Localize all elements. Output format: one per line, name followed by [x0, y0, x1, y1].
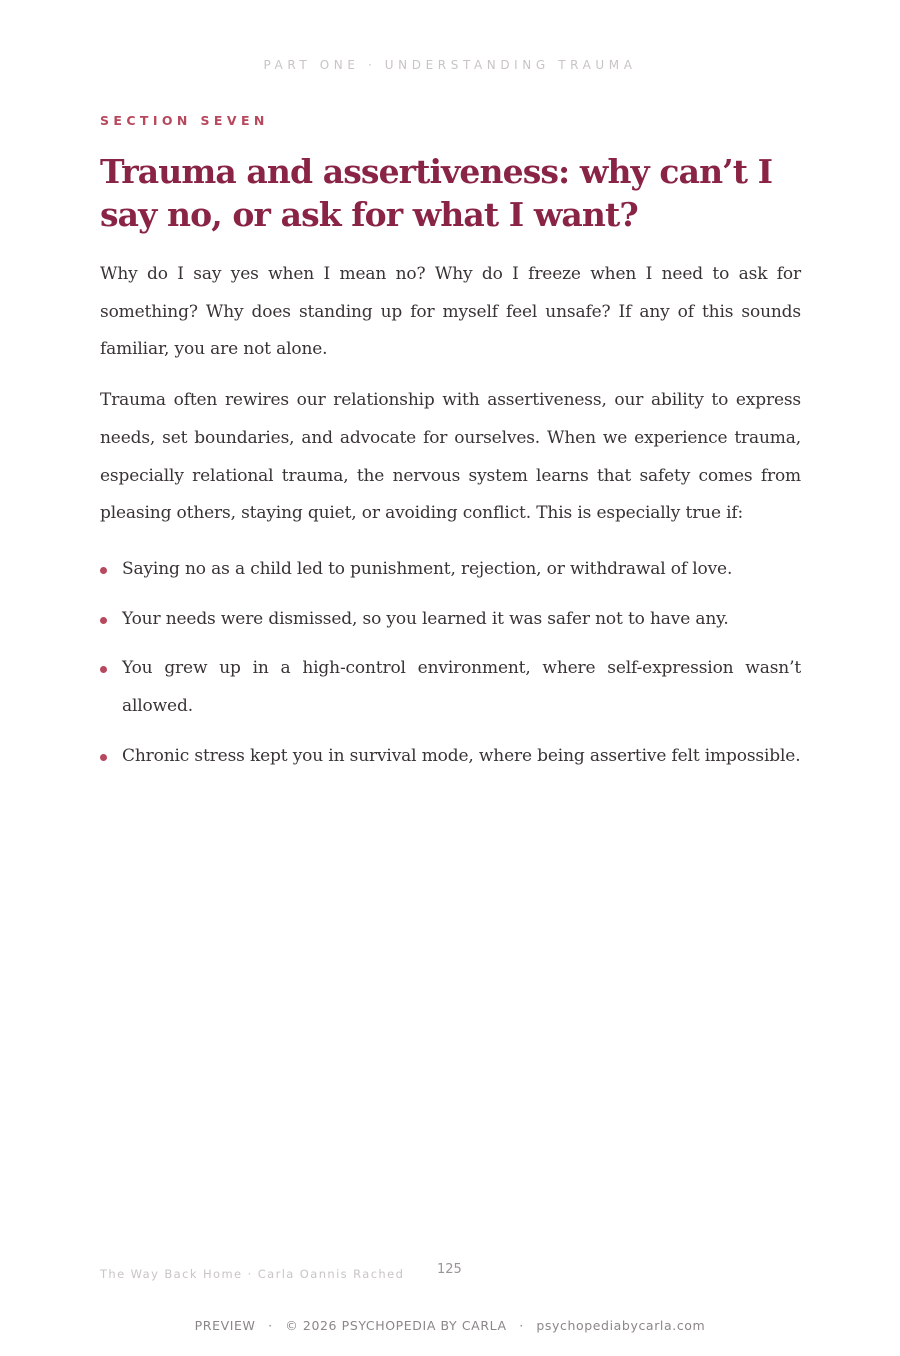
preview-label: PREVIEW — [194, 1318, 256, 1333]
preview-bar — [0, 1318, 900, 1333]
bullet-text: You grew up in a high-control environment, where self-expression wasn’t allowed. — [122, 658, 801, 717]
page-title: Trauma and assertiveness: why can’t I say no, or ask for what I want? — [100, 152, 773, 234]
footer-book-title: The Way Back Home · Carla Oannis Rached — [100, 1267, 405, 1281]
bullet-text: Your needs were dismissed, so you learned it was safer not to have any. — [122, 608, 729, 629]
bullet-item — [100, 601, 801, 639]
bullet-list — [100, 551, 801, 776]
bullet-item — [100, 650, 801, 725]
bullet-dot-icon — [100, 666, 107, 673]
bullet-dot-icon — [100, 567, 107, 574]
body-paragraph: Trauma often rewires our relationship with assertiveness, our ability to express needs, set boundaries, and advocate for ourselves. When we experience trauma, especially relational trauma, the nervous system learns that safety comes from pleasing others, staying quiet, or avoiding conflict. This is especially true if: — [100, 390, 801, 524]
page-number: 125 — [437, 1262, 462, 1277]
website-link[interactable]: psychopediabycarla.com — [536, 1318, 706, 1333]
separator: · — [519, 1318, 524, 1333]
copyright-text: © 2026 PSYCHOPEDIA BY CARLA — [285, 1318, 507, 1333]
bullet-item — [100, 738, 801, 776]
intro-paragraph: Why do I say yes when I mean no? Why do I freeze when I need to ask for something? Why does standing up for myself feel unsafe? If any of this sounds familiar, you are not alone. — [100, 264, 801, 360]
page-content — [100, 112, 801, 787]
separator: · — [268, 1318, 273, 1333]
bullet-item — [100, 551, 801, 589]
section-label: SECTION SEVEN — [100, 113, 269, 128]
bullet-dot-icon — [100, 754, 107, 761]
bullet-dot-icon — [100, 617, 107, 624]
running-head: PART ONE · UNDERSTANDING TRAUMA — [263, 58, 637, 72]
bullet-text: Saying no as a child led to punishment, rejection, or withdrawal of love. — [122, 558, 733, 579]
bullet-text: Chronic stress kept you in survival mode, where being assertive felt impossible. — [122, 745, 801, 766]
